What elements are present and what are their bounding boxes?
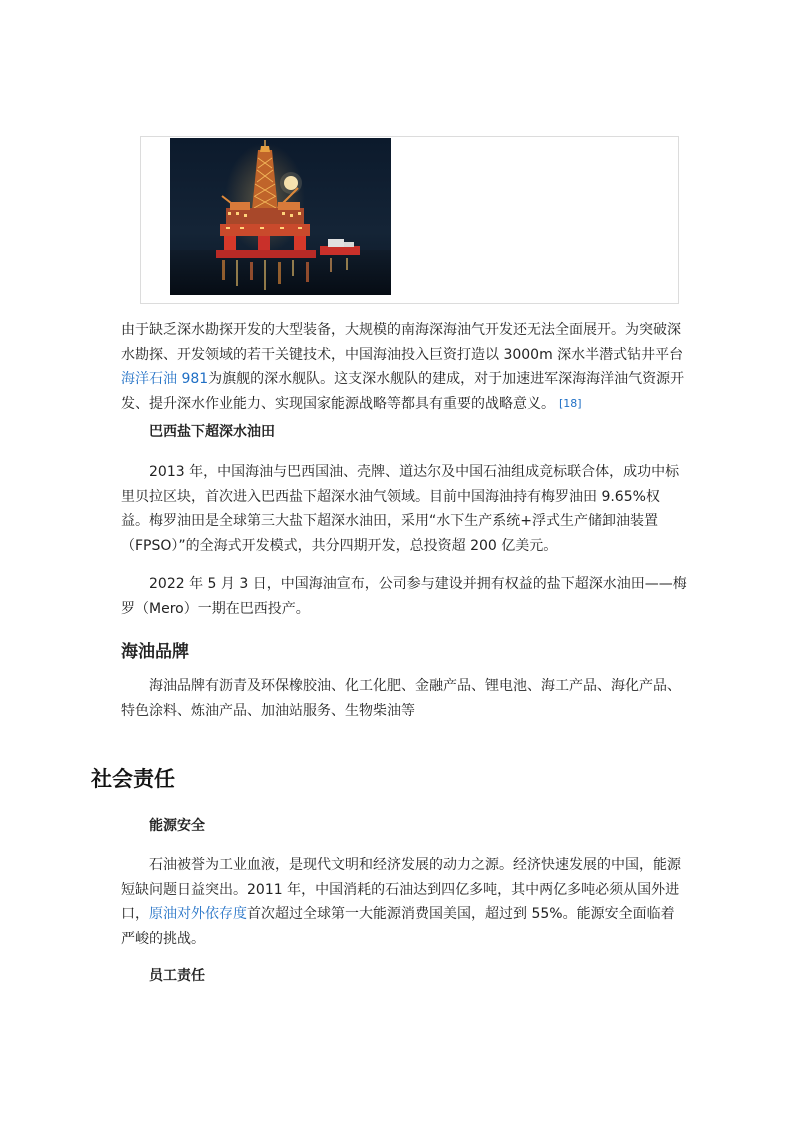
figure-frame [140,136,679,304]
paragraph-deepwater-fleet [121,318,687,416]
paragraph-text: 为旗舰的深水舰队。这支深水舰队的建成，对于加速进军深海海洋油气资源开发、提升深水作业能力、实现国家能源战略等都具有重要的战略意义。 [121,371,685,412]
paragraph-mero-production: 2022 年 5 月 3 日，中国海油宣布，公司参与建设并拥有权益的盐下超深水油田——梅罗（Mero）一期在巴西投产。 [121,576,687,617]
paragraph-brand-list: 海油品牌有沥青及环保橡胶油、化工化肥、金融产品、锂电池、海工产品、海化产品、特色涂料、炼油产品、加油站服务、生物柴油等 [121,678,681,719]
paragraph-brazil-consortium: 2013 年，中国海油与巴西国油、壳牌、道达尔及中国石油组成竞标联合体，成功中标里贝拉区块，首次进入巴西盐下超深水油气领域。目前中国海油持有梅罗油田 9.65%权益。梅罗油田是全球第三大盐下超深水油田，采用“水下生产系统+浮式生产储卸油装置（FPSO）”的全海式开发模式，共分四期开发，总投资超 200 亿美元。 [121,464,680,554]
reference-18-link[interactable]: [18] [559,396,582,410]
heading-social-responsibility: 社会责任 [91,767,175,791]
offshore-drilling-platform-photo [170,138,391,295]
link-oil-import-dependency[interactable]: 原油对外依存度 [149,906,247,922]
paragraph-text: 由于缺乏深水勘探开发的大型装备，大规模的南海深海油气开发还无法全面展开。为突破深水勘探、开发领域的若干关键技术，中国海油投入巨资打造以 3000m 深水半潜式钻井平台 [121,322,684,363]
paragraph-text: 首次超过全球第一大能源消费国美国，超过到 55%。能源安全面临着严峻的挑战。 [121,906,675,947]
paragraph-energy-security [121,853,687,951]
heading-brazil-presalt-field: 巴西盐下超深水油田 [149,424,275,440]
paragraph-text: 石油被誉为工业血液，是现代文明和经济发展的动力之源。经济快速发展的中国，能源短缺问题日益突出。2011 年，中国消耗的石油达到四亿多吨，其中两亿多吨必须从国外进口， [121,857,681,922]
link-haiyang-shiyou-981[interactable]: 海洋石油 981 [121,371,209,387]
heading-cnooc-brands: 海油品牌 [121,642,189,662]
heading-employee-responsibility: 员工责任 [149,968,205,984]
heading-energy-security: 能源安全 [149,818,205,834]
